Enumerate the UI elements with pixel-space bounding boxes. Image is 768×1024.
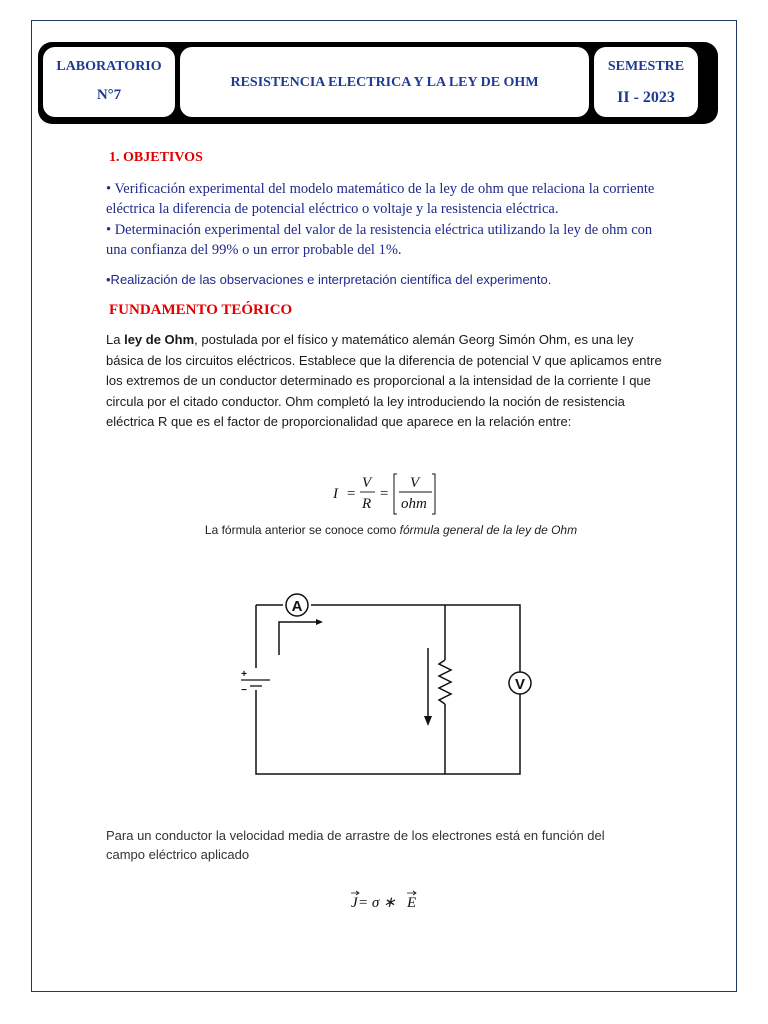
formula-eq-2: = xyxy=(379,486,390,502)
formula-mid: = σ ∗ xyxy=(358,895,396,911)
drift-paragraph: Para un conductor la velocidad media de arrastre de los electrones está en función del campo eléctrico aplicado xyxy=(106,828,605,862)
objetivo-3: •Realización de las observaciones e interpretación científica del experimento. xyxy=(106,272,552,287)
objetivo-2: • Determinación experimental del valor de la resistencia eléctrica utilizando la ley de ohm con una confianza del 99% o un error probable del 1%. xyxy=(106,222,653,258)
document-title: RESISTENCIA ELECTRICA Y LA LEY DE OHM xyxy=(230,75,539,90)
formula-ohm-den: ohm xyxy=(401,496,427,512)
ohm-law-term: ley de Ohm xyxy=(124,332,195,347)
fundamento-heading: FUNDAMENTO TEÓRICO xyxy=(109,302,293,318)
ammeter-label: A xyxy=(291,598,303,615)
formula-J: J xyxy=(351,895,358,911)
objetivos-heading: 1. OBJETIVOS xyxy=(109,150,203,165)
caption-italic: fórmula general de la ley de Ohm xyxy=(399,523,578,537)
para-rest: , postulada por el físico y matemático alemán Georg Simón Ohm, es una ley básica de los circuitos eléctricos. Establece que la diferencia de potencial V que aplicamos entre los extremos de un conductor determinado es proporcional a la intensidad de la corriente I que circula por el citado conductor. Ohm completó la ley introduciendo la noción de resistencia eléctrica R que es el factor de proporcionalidad que aparece en la relación entre: xyxy=(106,332,662,429)
battery-plus: + xyxy=(241,669,247,680)
para-start: La xyxy=(106,332,125,347)
battery-minus: − xyxy=(241,685,247,696)
lab-label: LABORATORIO xyxy=(56,59,162,74)
formula-eq-1: = xyxy=(346,486,357,502)
semester-label: SEMESTRE xyxy=(607,59,685,74)
formula-E: E xyxy=(407,895,417,911)
objetivo-1: • Verificación experimental del modelo matemático de la ley de ohm que relaciona la corriente eléctrica la diferencia de potencial eléctrico o voltaje y la resistencia eléctrica. xyxy=(106,181,655,217)
formula-R-den: R xyxy=(362,496,372,512)
lab-number: N°7 xyxy=(96,87,122,103)
formula-V-num-2: V xyxy=(410,475,420,491)
semester-value: II - 2023 xyxy=(617,89,675,106)
voltmeter-label: V xyxy=(514,676,526,693)
formula-V-num: V xyxy=(362,475,372,491)
formula-I: I xyxy=(333,486,338,502)
caption-start: La fórmula anterior se conoce como xyxy=(204,523,400,537)
